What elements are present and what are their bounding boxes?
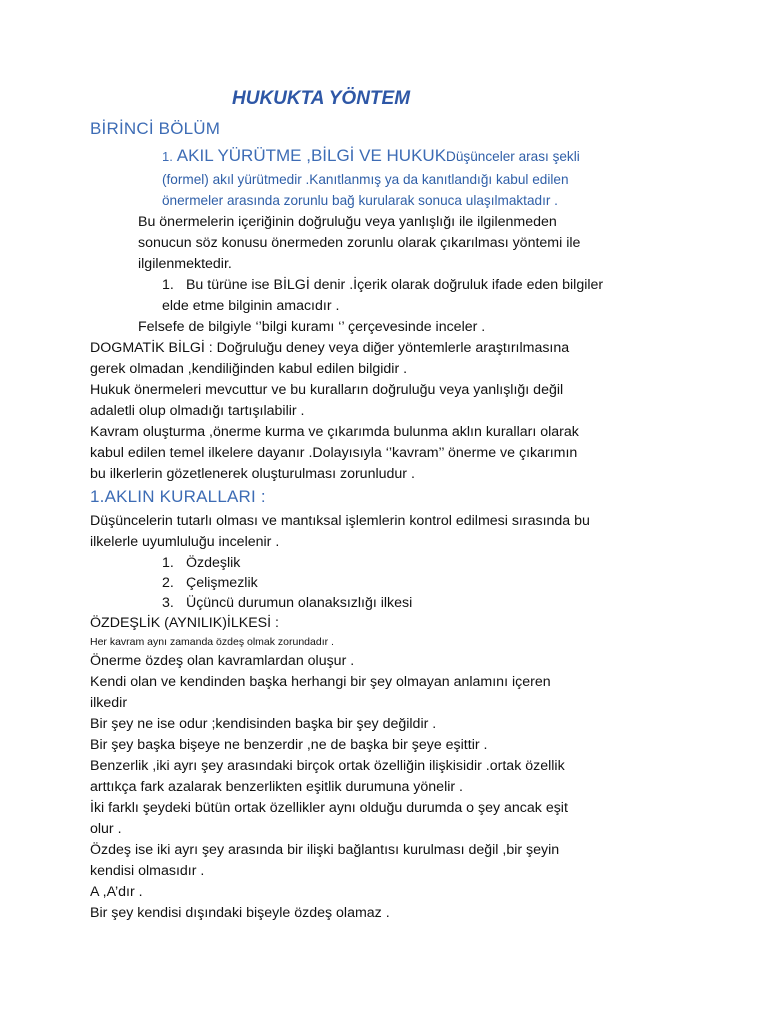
ozdeslik-heading: ÖZDEŞLİK (AYNILIK)İLKESİ : — [90, 615, 279, 631]
list-item-continuation: elde etme bilginin amacıdır . — [162, 298, 340, 314]
small-note: Her kavram aynı zamanda özdeş olmak zorundadır . — [90, 636, 334, 648]
body-line: Benzerlik ,iki ayrı şey arasındaki birçok ortak özelliğin ilişkisidir .ortak özellik — [90, 758, 565, 774]
body-line: A ,A’dır . — [90, 884, 143, 900]
paragraph-line: Felsefe de bilgiyle ‘’bilgi kuramı ‘’ çerçevesinde inceler . — [138, 319, 486, 335]
body-line: arttıkça fark azalarak benzerlikten eşitlik durumuna yönelir . — [90, 779, 463, 795]
dogmatik-line: DOGMATİK BİLGİ : Doğruluğu deney veya diğer yöntemlerle araştırılmasına — [90, 340, 570, 356]
body-line: Özdeş ise iki ayrı şey arasında bir ilişki bağlantısı kurulması değil ,bir şeyin — [90, 842, 560, 858]
rule-number: 2. — [162, 575, 174, 591]
list-item-text: Bu türüne ise BİLGİ denir .İçerik olarak doğruluk ifade eden bilgiler — [185, 277, 604, 293]
rule-number: 3. — [162, 595, 174, 611]
body-line: Önerme özdeş olan kavramlardan oluşur . — [90, 653, 355, 669]
heading-1-title: AKIL YÜRÜTME ,BİLGİ VE HUKUK — [176, 146, 447, 165]
rule-item — [162, 553, 240, 573]
body-line: Bir şey ne ise odur ;kendisinden başka bir şey değildir . — [90, 716, 437, 732]
rule-text: Özdeşlik — [185, 555, 241, 571]
heading-1-number: 1. — [162, 149, 173, 164]
paragraph-line: sonucun söz konusu önermeden zorunlu olarak çıkarılması yöntemi ile — [138, 235, 581, 251]
heading-1-rest: Düşünceler arası şekli — [446, 149, 580, 164]
paragraph-line: Düşüncelerin tutarlı olması ve mantıksal işlemlerin kontrol edilmesi sırasında bu — [90, 513, 590, 529]
paragraph-line: Kavram oluşturma ,önerme kurma ve çıkarımda bulunma aklın kuralları olarak — [90, 424, 579, 440]
body-line: ilkedir — [90, 695, 128, 711]
paragraph-line: Hukuk önermeleri mevcuttur ve bu kuralların doğruluğu veya yanlışlığı değil — [90, 382, 564, 398]
rule-text: Üçüncü durumun olanaksızlığı ilkesi — [185, 595, 413, 611]
body-line: kendisi olmasıdır . — [90, 863, 205, 879]
rule-number: 1. — [162, 555, 174, 571]
dogmatik-line: gerek olmadan ,kendiliğinden kabul edilen bilgidir . — [90, 361, 408, 377]
body-line: Bir şey başka bişeye ne benzerdir ,ne de başka bir şeye eşittir . — [90, 737, 488, 753]
body-line: olur . — [90, 821, 122, 837]
document-title: HUKUKTA YÖNTEM — [232, 88, 411, 109]
paragraph-line: ilgilenmektedir. — [138, 256, 232, 272]
section-heading: BİRİNCİ BÖLÜM — [90, 119, 221, 138]
list-item — [162, 275, 603, 295]
heading-1 — [162, 146, 580, 167]
body-line: Kendi olan ve kendinden başka herhangi bir şey olmayan anlamını içeren — [90, 674, 551, 690]
rule-text: Çelişmezlik — [185, 575, 258, 591]
paragraph-line: bu ilkerlerin gözetlenerek oluşturulması zorunludur . — [90, 466, 415, 482]
list-number: 1. — [162, 277, 174, 293]
paragraph-line: ilkelerle uyumluluğu incelenir . — [90, 534, 280, 550]
rule-item — [162, 593, 412, 613]
body-line: Bir şey kendisi dışındaki bişeyle özdeş olamaz . — [90, 905, 390, 921]
rule-item — [162, 573, 258, 593]
paragraph-line: kabul edilen temel ilkelere dayanır .Dolayısıyla ‘’kavram’’ önerme ve çıkarımın — [90, 445, 578, 461]
heading-2: 1.AKLIN KURALLARI : — [90, 487, 266, 506]
heading-1-continuation: önermeler arasında zorunlu bağ kurularak sonuca ulaşılmaktadır . — [162, 193, 558, 208]
paragraph-line: Bu önermelerin içeriğinin doğruluğu veya yanlışlığı ile ilgilenmeden — [138, 214, 557, 230]
heading-1-continuation: (formel) akıl yürütmedir .Kanıtlanmış ya da kanıtlandığı kabul edilen — [162, 172, 569, 187]
body-line: İki farklı şeydeki bütün ortak özellikler aynı olduğu durumda o şey ancak eşit — [90, 800, 568, 816]
paragraph-line: adaletli olup olmadığı tartışılabilir . — [90, 403, 305, 419]
